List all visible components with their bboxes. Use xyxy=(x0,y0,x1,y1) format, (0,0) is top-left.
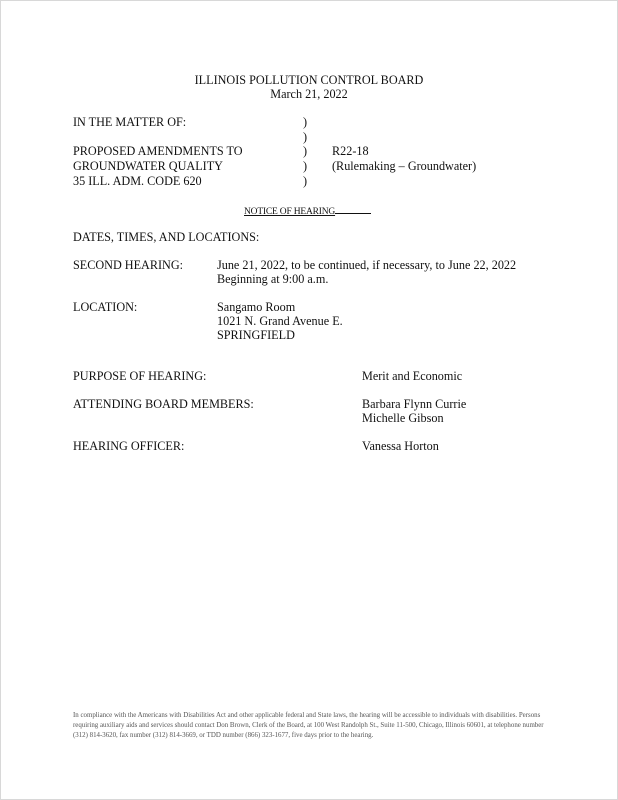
caption-paren: ) xyxy=(303,115,308,129)
caption-line-matter: IN THE MATTER OF: xyxy=(73,115,187,129)
second-hearing-date: June 21, 2022, to be continued, if necessary, to June 22, 2022 xyxy=(217,258,517,272)
document-date: March 21, 2022 xyxy=(270,87,348,101)
notice-title-text: NOTICE OF HEARING xyxy=(244,207,336,217)
caption-paren: ) xyxy=(303,159,308,173)
docket-number: R22-18 xyxy=(332,144,369,158)
agency-title: ILLINOIS POLLUTION CONTROL BOARD xyxy=(194,73,424,87)
location-room: Sangamo Room xyxy=(217,300,296,314)
second-hearing-label: SECOND HEARING: xyxy=(73,258,184,272)
board-members-label: ATTENDING BOARD MEMBERS: xyxy=(73,397,254,411)
location-label: LOCATION: xyxy=(73,300,138,314)
purpose-label: PURPOSE OF HEARING: xyxy=(73,369,207,383)
second-hearing-time: Beginning at 9:00 a.m. xyxy=(217,272,329,286)
notice-title xyxy=(244,203,371,219)
dates-heading: DATES, TIMES, AND LOCATIONS: xyxy=(73,230,260,244)
caption-line-code: 35 ILL. ADM. CODE 620 xyxy=(73,174,202,188)
caption-line-groundwater: GROUNDWATER QUALITY xyxy=(73,159,223,173)
ada-compliance-notice: In compliance with the Americans with Disabilities Act and other applicable federal and State laws, the hearing will be accessible to individuals with disabilities. Persons requiring auxiliary aids and services should contact Don Brown, Clerk of the Board, at 100 West Randolph St., Suite 11-500, Chicago, Illinois 60601, at telephone number (312) 814-3620, fax number (312) 814-3669, or TDD number (866) 323-1677, five days prior to the hearing. xyxy=(73,712,544,739)
hearing-officer-name: Vanessa Horton xyxy=(362,439,439,453)
hearing-officer-label: HEARING OFFICER: xyxy=(73,439,185,453)
caption-paren: ) xyxy=(303,174,308,188)
notice-title-underline xyxy=(335,203,371,214)
caption-paren: ) xyxy=(303,130,308,144)
location-city: SPRINGFIELD xyxy=(217,328,295,342)
purpose-value: Merit and Economic xyxy=(362,369,463,383)
board-member-1: Barbara Flynn Currie xyxy=(362,397,467,411)
board-member-2: Michelle Gibson xyxy=(362,411,444,425)
caption-line-amendments: PROPOSED AMENDMENTS TO xyxy=(73,144,243,158)
location-address: 1021 N. Grand Avenue E. xyxy=(217,314,343,328)
rulemaking-type: (Rulemaking – Groundwater) xyxy=(332,159,477,173)
caption-paren: ) xyxy=(303,144,308,158)
